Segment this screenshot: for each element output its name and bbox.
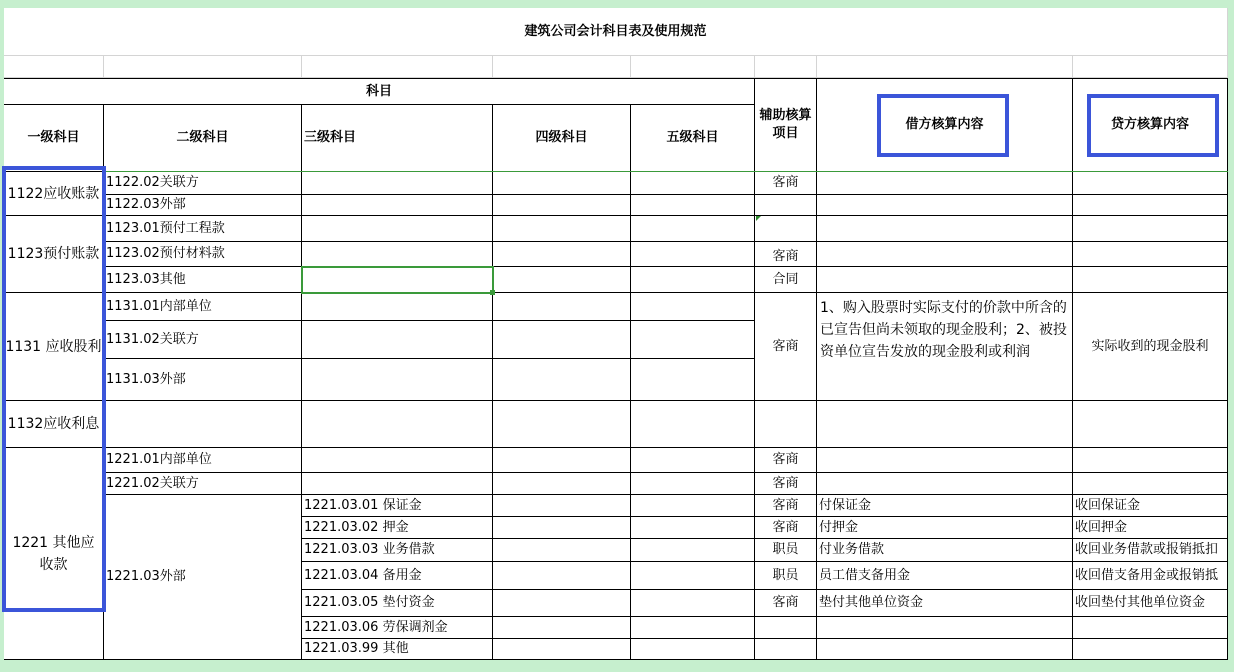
header-credit[interactable]: 贷方核算内容	[1073, 78, 1228, 172]
level4-cell[interactable]	[493, 495, 631, 517]
credit-cell[interactable]	[1073, 216, 1228, 242]
level1-1123[interactable]: 1123预付账款	[4, 216, 104, 293]
level3-cell[interactable]: 1221.03.05 垫付资金	[302, 590, 493, 617]
aux-cell[interactable]: 客商	[755, 293, 817, 401]
header-level3[interactable]: 三级科目	[302, 105, 493, 172]
fill-handle[interactable]	[490, 290, 495, 295]
level3-cell[interactable]: 1221.03.99 其他	[302, 639, 493, 660]
aux-cell[interactable]: 职员	[755, 539, 817, 562]
empty-cell[interactable]	[4, 56, 104, 78]
level3-cell[interactable]	[302, 401, 493, 448]
level4-cell[interactable]	[493, 267, 631, 293]
level1-1131[interactable]: 1131 应收股利	[4, 293, 104, 401]
level5-cell[interactable]	[631, 590, 755, 617]
level2-cell[interactable]: 1131.03外部	[104, 359, 302, 401]
level3-cell[interactable]	[302, 195, 493, 216]
debit-cell[interactable]	[817, 401, 1073, 448]
debit-cell[interactable]	[817, 267, 1073, 293]
level2-cell[interactable]: 1123.02预付材料款	[104, 242, 302, 267]
sheet-title[interactable]: 建筑公司会计科目表及使用规范	[4, 8, 1228, 56]
debit-cell[interactable]	[817, 639, 1073, 660]
credit-cell[interactable]	[1073, 242, 1228, 267]
aux-cell[interactable]	[755, 242, 817, 267]
credit-cell[interactable]	[1073, 473, 1228, 495]
aux-cell[interactable]: 客商	[755, 172, 817, 195]
level2-cell[interactable]: 1131.01内部单位	[104, 293, 302, 321]
debit-cell[interactable]	[817, 617, 1073, 639]
level4-cell[interactable]	[493, 590, 631, 617]
level4-cell[interactable]	[493, 617, 631, 639]
level5-cell[interactable]	[631, 617, 755, 639]
level4-cell[interactable]	[493, 359, 631, 401]
level5-cell[interactable]	[631, 321, 755, 359]
aux-cell[interactable]: 客商	[755, 590, 817, 617]
empty-cell[interactable]	[631, 56, 755, 78]
level3-cell[interactable]	[302, 216, 493, 242]
level3-cell[interactable]	[302, 321, 493, 359]
debit-cell[interactable]	[817, 448, 1073, 473]
credit-cell[interactable]	[1073, 617, 1228, 639]
aux-cell[interactable]: 客商	[755, 448, 817, 473]
credit-cell[interactable]	[1073, 401, 1228, 448]
level3-cell[interactable]	[302, 242, 493, 267]
debit-cell[interactable]: 付保证金	[817, 495, 1073, 517]
level2-cell[interactable]: 1123.03其他	[104, 267, 302, 293]
level4-cell[interactable]	[493, 172, 631, 195]
level4-cell[interactable]	[493, 216, 631, 242]
debit-cell[interactable]: 员工借支备用金	[817, 562, 1073, 590]
credit-cell[interactable]: 收回押金	[1073, 517, 1228, 539]
level4-cell[interactable]	[493, 517, 631, 539]
header-aux[interactable]: 辅助核算项目	[755, 78, 817, 172]
header-level2[interactable]: 二级科目	[104, 105, 302, 172]
debit-cell[interactable]	[817, 172, 1073, 195]
level3-cell[interactable]	[302, 359, 493, 401]
aux-cell[interactable]: 客商	[755, 517, 817, 539]
level3-cell[interactable]	[302, 172, 493, 195]
header-level5[interactable]: 五级科目	[631, 105, 755, 172]
debit-cell[interactable]: 付押金	[817, 517, 1073, 539]
aux-cell[interactable]	[755, 195, 817, 216]
level2-cell[interactable]: 1221.03外部	[104, 495, 302, 660]
level5-cell[interactable]	[631, 539, 755, 562]
credit-cell[interactable]: 收回业务借款或报销抵扣	[1073, 539, 1228, 562]
header-level4[interactable]: 四级科目	[493, 105, 631, 172]
credit-cell[interactable]: 收回保证金	[1073, 495, 1228, 517]
level5-cell[interactable]	[631, 195, 755, 216]
aux-cell-text: 客商	[772, 249, 799, 264]
credit-cell[interactable]: 收回借支备用金或报销抵	[1073, 562, 1228, 590]
level5-cell[interactable]	[631, 267, 755, 293]
level5-cell[interactable]	[631, 473, 755, 495]
frozen-pane-line	[104, 171, 1228, 172]
level3-cell[interactable]	[302, 293, 493, 321]
credit-cell-1131[interactable]: 实际收到的现金股利	[1073, 293, 1228, 401]
level2-cell[interactable]: 1221.02关联方	[104, 473, 302, 495]
debit-cell[interactable]: 垫付其他单位资金	[817, 590, 1073, 617]
aux-cell[interactable]: 客商	[755, 495, 817, 517]
level5-cell[interactable]	[631, 293, 755, 321]
header-kemu[interactable]: 科目	[4, 78, 755, 105]
aux-cell[interactable]	[755, 639, 817, 660]
credit-cell[interactable]	[1073, 448, 1228, 473]
credit-cell[interactable]	[1073, 172, 1228, 195]
level1-1122[interactable]: 1122应收账款	[4, 172, 104, 216]
credit-cell[interactable]	[1073, 639, 1228, 660]
header-debit[interactable]: 借方核算内容	[817, 78, 1073, 172]
debit-cell[interactable]	[817, 216, 1073, 242]
credit-cell[interactable]: 收回垫付其他单位资金	[1073, 590, 1228, 617]
aux-cell[interactable]	[755, 401, 817, 448]
level5-cell[interactable]	[631, 401, 755, 448]
level3-cell[interactable]: 1221.03.01 保证金	[302, 495, 493, 517]
level4-cell[interactable]	[493, 639, 631, 660]
empty-cell[interactable]	[104, 56, 302, 78]
level5-cell[interactable]	[631, 562, 755, 590]
level2-cell[interactable]	[104, 401, 302, 448]
debit-cell[interactable]	[817, 195, 1073, 216]
level3-cell[interactable]	[302, 448, 493, 473]
empty-cell[interactable]	[817, 56, 1073, 78]
level4-cell[interactable]	[493, 195, 631, 216]
level3-cell[interactable]: 1221.03.02 押金	[302, 517, 493, 539]
empty-cell[interactable]	[302, 56, 493, 78]
debit-cell-1131[interactable]: 1、购入股票时实际支付的价款中所含的已宣告但尚未领取的现金股利；2、被投资单位宣告发放的现金股利或利润	[817, 293, 1073, 401]
debit-cell[interactable]	[817, 242, 1073, 267]
level1-1132[interactable]: 1132应收利息	[4, 401, 104, 448]
empty-cell[interactable]	[755, 56, 817, 78]
empty-cell[interactable]	[493, 56, 631, 78]
level3-cell[interactable]	[302, 267, 493, 293]
level3-cell[interactable]: 1221.03.04 备用金	[302, 562, 493, 590]
credit-cell[interactable]	[1073, 267, 1228, 293]
level5-cell[interactable]	[631, 639, 755, 660]
level4-cell[interactable]	[493, 293, 631, 321]
level5-cell[interactable]	[631, 495, 755, 517]
debit-cell[interactable]	[817, 473, 1073, 495]
level2-cell[interactable]: 1122.02关联方	[104, 172, 302, 195]
level4-cell[interactable]	[493, 401, 631, 448]
level4-cell[interactable]	[493, 321, 631, 359]
level5-cell[interactable]	[631, 517, 755, 539]
level3-cell[interactable]	[302, 473, 493, 495]
level5-cell[interactable]	[631, 172, 755, 195]
aux-cell[interactable]: 职员	[755, 562, 817, 590]
level2-cell[interactable]: 1131.02关联方	[104, 321, 302, 359]
level5-cell[interactable]	[631, 448, 755, 473]
level4-cell[interactable]	[493, 242, 631, 267]
empty-cell[interactable]	[1073, 56, 1228, 78]
level2-cell[interactable]: 1122.03外部	[104, 195, 302, 216]
level2-cell[interactable]: 1123.01预付工程款	[104, 216, 302, 242]
level4-cell[interactable]	[493, 448, 631, 473]
level4-cell[interactable]	[493, 562, 631, 590]
level3-cell[interactable]: 1221.03.03 业务借款	[302, 539, 493, 562]
level3-cell[interactable]: 1221.03.06 劳保调剂金	[302, 617, 493, 639]
level1-1221[interactable]: 1221 其他应收款	[4, 448, 104, 660]
level4-cell[interactable]	[493, 539, 631, 562]
aux-cell[interactable]	[755, 617, 817, 639]
header-level1[interactable]: 一级科目	[4, 105, 104, 172]
level2-cell[interactable]: 1221.01内部单位	[104, 448, 302, 473]
credit-cell[interactable]	[1073, 195, 1228, 216]
level4-cell[interactable]	[493, 473, 631, 495]
level5-cell[interactable]	[631, 359, 755, 401]
aux-cell[interactable]: 合同	[755, 267, 817, 293]
level5-cell[interactable]	[631, 216, 755, 242]
level5-cell[interactable]	[631, 242, 755, 267]
comment-indicator-icon	[756, 216, 761, 221]
debit-cell[interactable]: 付业务借款	[817, 539, 1073, 562]
aux-cell[interactable]	[755, 216, 817, 242]
aux-cell[interactable]: 客商	[755, 473, 817, 495]
